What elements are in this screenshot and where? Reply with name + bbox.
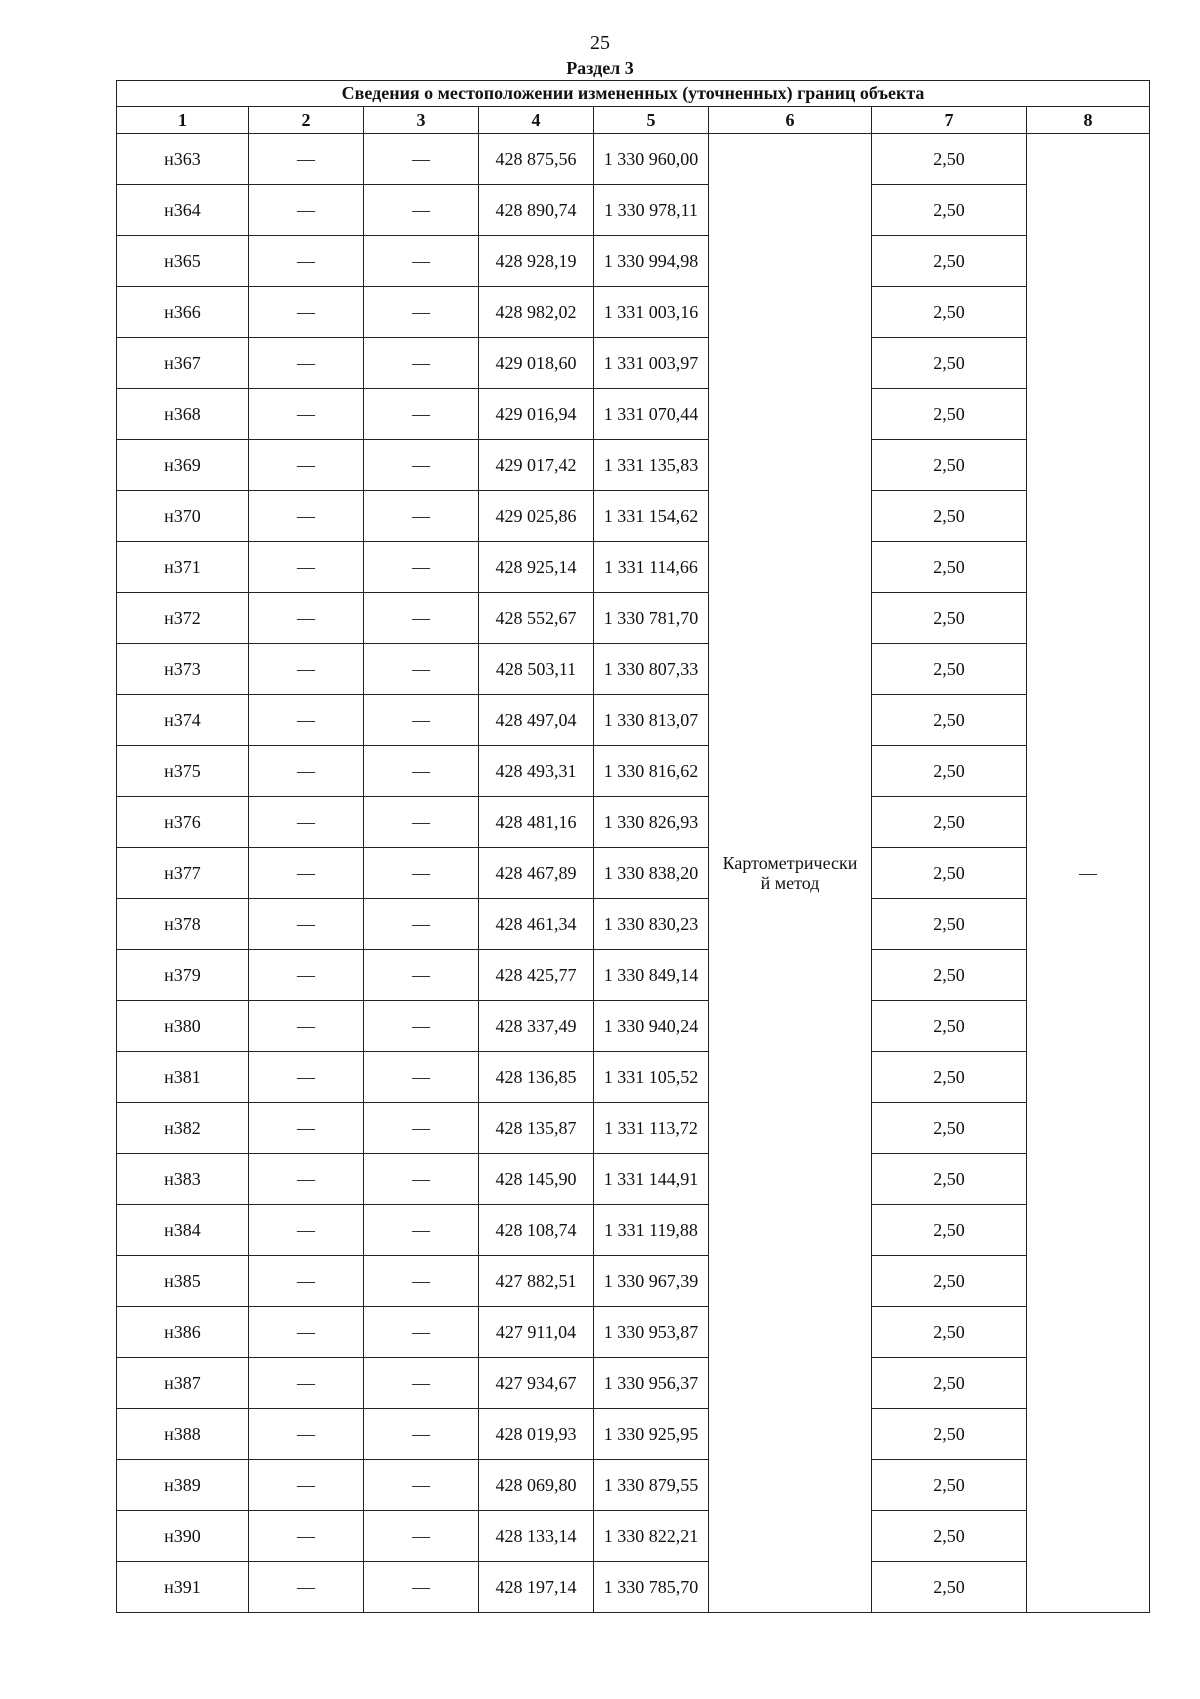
x-coordinate-cell: 428 133,14: [479, 1511, 594, 1562]
col3-dash-cell: —: [364, 848, 479, 899]
x-coordinate-cell: 427 882,51: [479, 1256, 594, 1307]
accuracy-cell: 2,50: [872, 1256, 1027, 1307]
point-number-cell: н390: [117, 1511, 249, 1562]
accuracy-cell: 2,50: [872, 440, 1027, 491]
table-row: [117, 1103, 1150, 1154]
x-coordinate-cell: 428 497,04: [479, 695, 594, 746]
col2-dash-cell: —: [249, 1052, 364, 1103]
x-coordinate-cell: 427 934,67: [479, 1358, 594, 1409]
col3-dash-cell: —: [364, 593, 479, 644]
col2-dash-cell: —: [249, 1154, 364, 1205]
table-row: [117, 797, 1150, 848]
col2-dash-cell: —: [249, 950, 364, 1001]
y-coordinate-cell: 1 331 105,52: [594, 1052, 709, 1103]
x-coordinate-cell: 429 016,94: [479, 389, 594, 440]
x-coordinate-cell: 428 925,14: [479, 542, 594, 593]
table-row: [117, 593, 1150, 644]
y-coordinate-cell: 1 331 144,91: [594, 1154, 709, 1205]
accuracy-cell: 2,50: [872, 695, 1027, 746]
x-coordinate-cell: 428 337,49: [479, 1001, 594, 1052]
col8-cell: —: [1027, 134, 1150, 1613]
accuracy-cell: 2,50: [872, 1409, 1027, 1460]
point-number-cell: н388: [117, 1409, 249, 1460]
accuracy-cell: 2,50: [872, 1562, 1027, 1613]
col2-dash-cell: —: [249, 593, 364, 644]
point-number-cell: н364: [117, 185, 249, 236]
y-coordinate-cell: 1 330 816,62: [594, 746, 709, 797]
table-row: [117, 1052, 1150, 1103]
x-coordinate-cell: 429 017,42: [479, 440, 594, 491]
x-coordinate-cell: 428 136,85: [479, 1052, 594, 1103]
accuracy-cell: 2,50: [872, 1154, 1027, 1205]
col3-dash-cell: —: [364, 287, 479, 338]
col3-dash-cell: —: [364, 1052, 479, 1103]
accuracy-cell: 2,50: [872, 1460, 1027, 1511]
accuracy-cell: 2,50: [872, 899, 1027, 950]
col2-dash-cell: —: [249, 134, 364, 185]
table-row: [117, 1205, 1150, 1256]
x-coordinate-cell: 428 928,19: [479, 236, 594, 287]
accuracy-cell: 2,50: [872, 644, 1027, 695]
column-header: 1: [117, 107, 249, 134]
point-number-cell: н365: [117, 236, 249, 287]
col3-dash-cell: —: [364, 644, 479, 695]
col2-dash-cell: —: [249, 1562, 364, 1613]
y-coordinate-cell: 1 330 838,20: [594, 848, 709, 899]
col3-dash-cell: —: [364, 389, 479, 440]
table-row: [117, 1409, 1150, 1460]
table-row: [117, 695, 1150, 746]
coordinates-table: [116, 80, 1150, 1613]
point-number-cell: н382: [117, 1103, 249, 1154]
y-coordinate-cell: 1 330 830,23: [594, 899, 709, 950]
col3-dash-cell: —: [364, 1307, 479, 1358]
y-coordinate-cell: 1 330 953,87: [594, 1307, 709, 1358]
col2-dash-cell: —: [249, 1409, 364, 1460]
y-coordinate-cell: 1 330 940,24: [594, 1001, 709, 1052]
col2-dash-cell: —: [249, 1307, 364, 1358]
point-number-cell: н380: [117, 1001, 249, 1052]
table-row: [117, 644, 1150, 695]
accuracy-cell: 2,50: [872, 185, 1027, 236]
x-coordinate-cell: 428 552,67: [479, 593, 594, 644]
x-coordinate-cell: 429 025,86: [479, 491, 594, 542]
x-coordinate-cell: 428 467,89: [479, 848, 594, 899]
col2-dash-cell: —: [249, 389, 364, 440]
accuracy-cell: 2,50: [872, 1001, 1027, 1052]
y-coordinate-cell: 1 330 849,14: [594, 950, 709, 1001]
y-coordinate-cell: 1 331 135,83: [594, 440, 709, 491]
table-row: [117, 1460, 1150, 1511]
col3-dash-cell: —: [364, 338, 479, 389]
point-number-cell: н383: [117, 1154, 249, 1205]
point-number-cell: н374: [117, 695, 249, 746]
y-coordinate-cell: 1 331 154,62: [594, 491, 709, 542]
col3-dash-cell: —: [364, 1205, 479, 1256]
col3-dash-cell: —: [364, 1358, 479, 1409]
col3-dash-cell: —: [364, 491, 479, 542]
table-row: [117, 389, 1150, 440]
accuracy-cell: 2,50: [872, 134, 1027, 185]
y-coordinate-cell: 1 330 826,93: [594, 797, 709, 848]
accuracy-cell: 2,50: [872, 1052, 1027, 1103]
accuracy-cell: 2,50: [872, 491, 1027, 542]
y-coordinate-cell: 1 331 113,72: [594, 1103, 709, 1154]
col3-dash-cell: —: [364, 695, 479, 746]
method-text-line: й метод: [760, 873, 820, 893]
y-coordinate-cell: 1 330 978,11: [594, 185, 709, 236]
col3-dash-cell: —: [364, 440, 479, 491]
section-title: Раздел 3: [566, 58, 634, 78]
x-coordinate-cell: 428 481,16: [479, 797, 594, 848]
y-coordinate-cell: 1 331 003,97: [594, 338, 709, 389]
table-row: [117, 134, 1150, 185]
point-number-cell: н368: [117, 389, 249, 440]
point-number-cell: н381: [117, 1052, 249, 1103]
col3-dash-cell: —: [364, 1154, 479, 1205]
table-row: [117, 287, 1150, 338]
point-number-cell: н379: [117, 950, 249, 1001]
col2-dash-cell: —: [249, 1256, 364, 1307]
point-number-cell: н387: [117, 1358, 249, 1409]
y-coordinate-cell: 1 330 822,21: [594, 1511, 709, 1562]
col2-dash-cell: —: [249, 1358, 364, 1409]
table-row: [117, 848, 1150, 899]
table-row: [117, 236, 1150, 287]
point-number-cell: н363: [117, 134, 249, 185]
col2-dash-cell: —: [249, 899, 364, 950]
col2-dash-cell: —: [249, 542, 364, 593]
y-coordinate-cell: 1 331 114,66: [594, 542, 709, 593]
column-header: 7: [872, 107, 1027, 134]
table-row: [117, 440, 1150, 491]
y-coordinate-cell: 1 330 956,37: [594, 1358, 709, 1409]
col2-dash-cell: —: [249, 1001, 364, 1052]
col3-dash-cell: —: [364, 746, 479, 797]
table-body: [117, 134, 1150, 1613]
col3-dash-cell: —: [364, 899, 479, 950]
col3-dash-cell: —: [364, 1256, 479, 1307]
point-number-cell: н384: [117, 1205, 249, 1256]
point-number-cell: н369: [117, 440, 249, 491]
y-coordinate-cell: 1 330 960,00: [594, 134, 709, 185]
accuracy-cell: 2,50: [872, 1511, 1027, 1562]
col3-dash-cell: —: [364, 1001, 479, 1052]
table-caption: Сведения о местоположении измененных (уточненных) границ объекта: [117, 81, 1150, 107]
x-coordinate-cell: 428 145,90: [479, 1154, 594, 1205]
accuracy-cell: 2,50: [872, 542, 1027, 593]
point-number-cell: н386: [117, 1307, 249, 1358]
col2-dash-cell: —: [249, 440, 364, 491]
accuracy-cell: 2,50: [872, 1358, 1027, 1409]
accuracy-cell: 2,50: [872, 338, 1027, 389]
x-coordinate-cell: 427 911,04: [479, 1307, 594, 1358]
accuracy-cell: 2,50: [872, 389, 1027, 440]
x-coordinate-cell: 428 425,77: [479, 950, 594, 1001]
col3-dash-cell: —: [364, 185, 479, 236]
point-number-cell: н376: [117, 797, 249, 848]
page-number: 25: [590, 32, 610, 54]
table-row: [117, 542, 1150, 593]
y-coordinate-cell: 1 330 879,55: [594, 1460, 709, 1511]
table-row: [117, 1307, 1150, 1358]
point-number-cell: н373: [117, 644, 249, 695]
accuracy-cell: 2,50: [872, 287, 1027, 338]
column-header: 5: [594, 107, 709, 134]
x-coordinate-cell: 428 108,74: [479, 1205, 594, 1256]
table-row: [117, 950, 1150, 1001]
col3-dash-cell: —: [364, 134, 479, 185]
col2-dash-cell: —: [249, 1103, 364, 1154]
col2-dash-cell: —: [249, 1511, 364, 1562]
col2-dash-cell: —: [249, 746, 364, 797]
table-row: [117, 899, 1150, 950]
y-coordinate-cell: 1 330 967,39: [594, 1256, 709, 1307]
y-coordinate-cell: 1 330 994,98: [594, 236, 709, 287]
col2-dash-cell: —: [249, 695, 364, 746]
accuracy-cell: 2,50: [872, 1103, 1027, 1154]
x-coordinate-cell: 428 461,34: [479, 899, 594, 950]
column-header-row: [117, 107, 1150, 134]
column-header: 2: [249, 107, 364, 134]
y-coordinate-cell: 1 331 070,44: [594, 389, 709, 440]
x-coordinate-cell: 429 018,60: [479, 338, 594, 389]
x-coordinate-cell: 428 019,93: [479, 1409, 594, 1460]
table-row: [117, 1001, 1150, 1052]
x-coordinate-cell: 428 493,31: [479, 746, 594, 797]
accuracy-cell: 2,50: [872, 848, 1027, 899]
point-number-cell: н378: [117, 899, 249, 950]
col2-dash-cell: —: [249, 1460, 364, 1511]
table-row: [117, 1154, 1150, 1205]
col2-dash-cell: —: [249, 644, 364, 695]
col3-dash-cell: —: [364, 542, 479, 593]
table-row: [117, 1256, 1150, 1307]
x-coordinate-cell: 428 135,87: [479, 1103, 594, 1154]
point-number-cell: н371: [117, 542, 249, 593]
y-coordinate-cell: 1 330 785,70: [594, 1562, 709, 1613]
accuracy-cell: 2,50: [872, 746, 1027, 797]
x-coordinate-cell: 428 890,74: [479, 185, 594, 236]
accuracy-cell: 2,50: [872, 1205, 1027, 1256]
col3-dash-cell: —: [364, 1103, 479, 1154]
method-text-line: Картометрически: [722, 853, 858, 873]
point-number-cell: н391: [117, 1562, 249, 1613]
col3-dash-cell: —: [364, 236, 479, 287]
table-row: [117, 185, 1150, 236]
x-coordinate-cell: 428 197,14: [479, 1562, 594, 1613]
point-number-cell: н389: [117, 1460, 249, 1511]
column-header: 4: [479, 107, 594, 134]
col3-dash-cell: —: [364, 1460, 479, 1511]
y-coordinate-cell: 1 330 813,07: [594, 695, 709, 746]
x-coordinate-cell: 428 503,11: [479, 644, 594, 695]
col2-dash-cell: —: [249, 236, 364, 287]
x-coordinate-cell: 428 875,56: [479, 134, 594, 185]
table-row: [117, 338, 1150, 389]
col2-dash-cell: —: [249, 491, 364, 542]
accuracy-cell: 2,50: [872, 1307, 1027, 1358]
col3-dash-cell: —: [364, 1562, 479, 1613]
column-header: 6: [709, 107, 872, 134]
col2-dash-cell: —: [249, 797, 364, 848]
y-coordinate-cell: 1 330 781,70: [594, 593, 709, 644]
table-row: [117, 1562, 1150, 1613]
col3-dash-cell: —: [364, 1409, 479, 1460]
table-row: [117, 1358, 1150, 1409]
point-number-cell: н367: [117, 338, 249, 389]
table-row: [117, 1511, 1150, 1562]
col2-dash-cell: —: [249, 848, 364, 899]
accuracy-cell: 2,50: [872, 950, 1027, 1001]
table-row: [117, 491, 1150, 542]
y-coordinate-cell: 1 331 119,88: [594, 1205, 709, 1256]
column-header: 8: [1027, 107, 1150, 134]
y-coordinate-cell: 1 330 925,95: [594, 1409, 709, 1460]
point-number-cell: н375: [117, 746, 249, 797]
method-cell: [709, 134, 872, 1613]
col3-dash-cell: —: [364, 1511, 479, 1562]
col2-dash-cell: —: [249, 287, 364, 338]
point-number-cell: н370: [117, 491, 249, 542]
point-number-cell: н377: [117, 848, 249, 899]
accuracy-cell: 2,50: [872, 797, 1027, 848]
table-row: [117, 746, 1150, 797]
col2-dash-cell: —: [249, 1205, 364, 1256]
col3-dash-cell: —: [364, 950, 479, 1001]
accuracy-cell: 2,50: [872, 236, 1027, 287]
x-coordinate-cell: 428 069,80: [479, 1460, 594, 1511]
col2-dash-cell: —: [249, 338, 364, 389]
col2-dash-cell: —: [249, 185, 364, 236]
col3-dash-cell: —: [364, 797, 479, 848]
point-number-cell: н385: [117, 1256, 249, 1307]
point-number-cell: н366: [117, 287, 249, 338]
column-header: 3: [364, 107, 479, 134]
y-coordinate-cell: 1 331 003,16: [594, 287, 709, 338]
x-coordinate-cell: 428 982,02: [479, 287, 594, 338]
y-coordinate-cell: 1 330 807,33: [594, 644, 709, 695]
point-number-cell: н372: [117, 593, 249, 644]
accuracy-cell: 2,50: [872, 593, 1027, 644]
